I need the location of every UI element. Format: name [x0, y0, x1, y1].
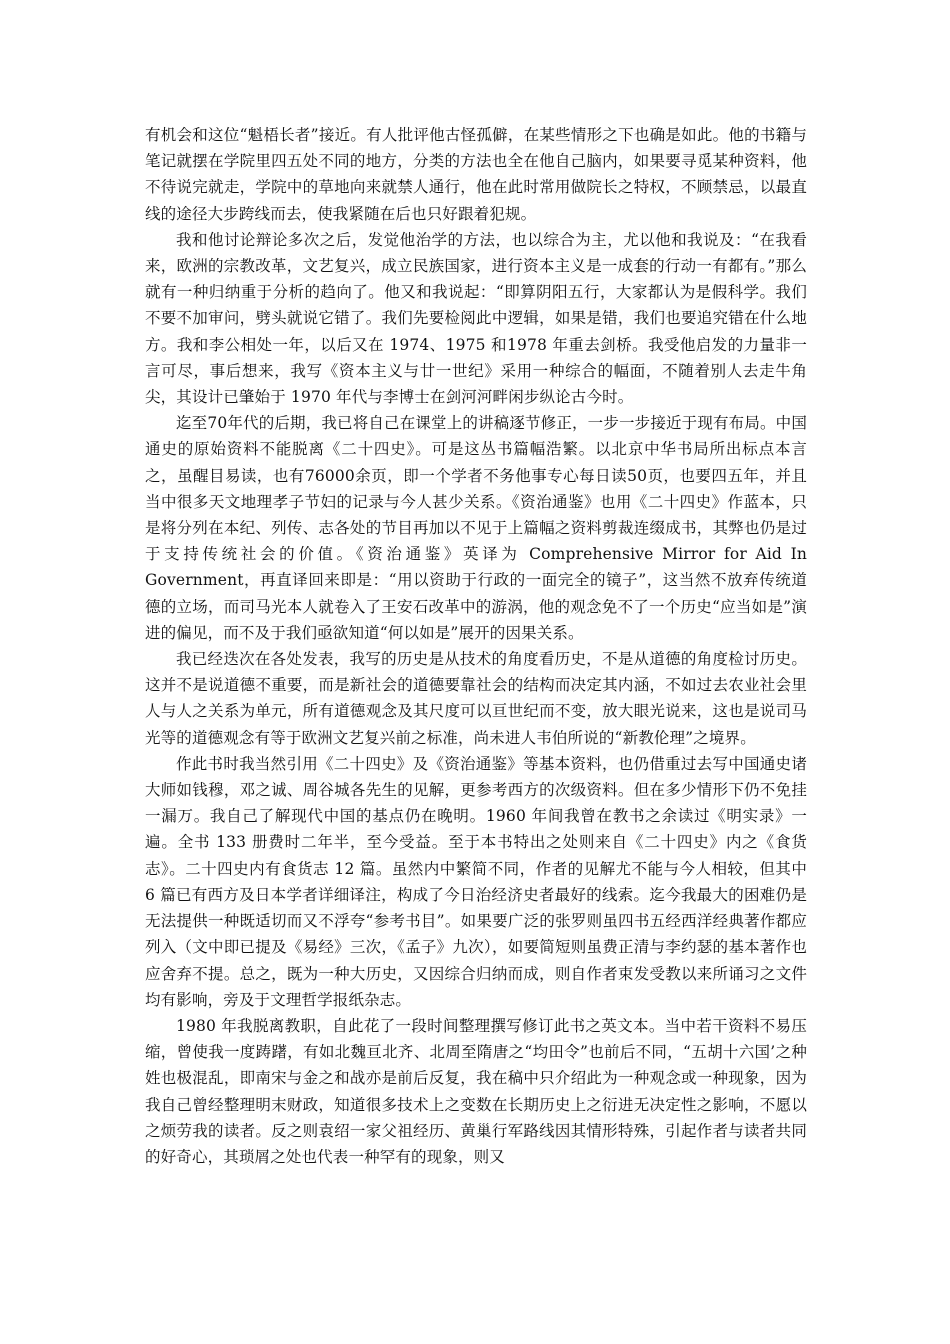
paragraph-1: 有机会和这位“魁梧长者”接近。有人批评他古怪孤僻，在某些情形之下也确是如此。他的书籍与笔记就摆在学院里四五处不同的地方，分类的方法也全在他自己脑内，如果要寻觅某种资料，他不待说完就走，学院中的草地向来就禁人通行，他在此时常用做院长之特权，不顾禁忌，以最直线的途径大步跨线而去，使我紧随在后也只好跟着犯规。	[145, 126, 807, 223]
paragraph-3: 迄至70年代的后期，我已将自己在课堂上的讲稿逐节修正，一步一步接近于现有布局。中国通史的原始资料不能脱离《二十四史》。可是这丛书篇幅浩繁。以北京中华书局所出标点本言之，虽醒目易读，也有76000余页，即一个学者不务他事专心每日读50页，也要四五年，并且当中很多天文地理孝子节妇的记录与今人甚少关系。《资治通鉴》也用《二十四史》作蓝本，只是将分列在本纪、列传、志各处的节目再加以不见于上篇幅之资料剪裁连缀成书，其弊也仍是过于支持传统社会的价值。《资治通鉴》英译为 Comprehensive Mirror for Aid In Government，再直译回来即是：“用以资助于行政的一面完全的镜子”，这当然不放弃传统道德的立场，而司马光本人就卷入了王安石改革中的游涡，他的观念免不了一个历史“应当如是”演进的偏见，而不及于我们亟欲知道“何以如是”展开的因果关系。	[145, 414, 807, 642]
paragraph-5: 作此书时我当然引用《二十四史》及《资治通鉴》等基本资料，也仍借重过去写中国通史诸大师如钱穆，邓之诚、周谷城各先生的见解，更参考西方的次级资料。但在多少情形下仍不免挂一漏万。我自己了解现代中国的基点仍在晚明。1960 年间我曾在教书之余读过《明实录》一遍。全书 133 册费时二年半，至今受益。至于本书特出之处则来自《二十四史》内之《食货志》。二十四史内有食货志 12 篇。虽然内中繁简不同，作者的见解尤不能与今人相较，但其中 6 篇已有西方及日本学者详细译注，构成了今日治经济史者最好的线索。迄今我最大的困难仍是无法提供一种既适切而又不浮夸“参考书目”。如果要广泛的张罗则虽四书五经西洋经典著作都应列入（文中即已提及《易经》三次，《孟子》九次），如要简短则虽费正清与李约瑟的基本著作也应舍弃不提。总之，既为一种大历史，又因综合归纳而成，则自作者束发受教以来所诵习之文件均有影响，旁及于文理哲学报纸杂志。	[145, 754, 807, 1009]
paragraph-6: 1980 年我脱离教职，自此花了一段时间整理撰写修订此书之英文本。当中若干资料不易压缩，曾使我一度踌躇，有如北魏亘北齐、北周至隋唐之“均田令”也前后不同，“五胡十六国’之种姓也极混乱，即南宋与金之和战亦是前后反复，我在稿中只介绍此为一种观念或一种现象，因为我自己曾经整理明末财政，知道很多技术上之变数在长期历史上之衍进无决定性之影响，不愿以之烦劳我的读者。反之则袁绍一家父祖经历、黄巢行军路线因其情形特殊，引起作者与读者共同的好奇心，其琐屑之处也代表一种罕有的现象，则又	[145, 1016, 807, 1166]
paragraph-2: 我和他讨论辩论多次之后，发觉他治学的方法，也以综合为主，尤以他和我说及：“在我看来，欧洲的宗教改革，文艺复兴，成立民族国家，进行资本主义是一成套的行动一有都有。”那么就有一种归纳重于分析的趋向了。他又和我说起：“即算阴阳五行，大家都认为是假科学。我们不要不加审问，劈头就说它错了。我们先要检阅此中逻辑，如果是错，我们也要追究错在什么地方。我和李公相处一年，以后又在 1974、1975 和1978 年重去剑桥。我受他启发的力量非一言可尽，事后想来，我写《资本主义与廿一世纪》采用一种综合的幅面，不随着别人去走牛角尖，其设计已肇始于 1970 年代与李博士在剑河河畔闲步纵论古今时。	[145, 230, 807, 407]
paragraph-4: 我已经迭次在各处发表，我写的历史是从技术的角度看历史，不是从道德的角度检讨历史。这并不是说道德不重要，而是新社会的道德要靠社会的结构而决定其内涵，不如过去农业社会里人与人之关系为单元，所有道德观念及其尺度可以亘世纪而不变，放大眼光说来，这也是说司马光等的道德观念有等于欧洲文艺复兴前之标准，尚未进人韦伯所说的“新教伦理”之境界。	[145, 650, 807, 747]
document-page	[145, 122, 807, 1170]
